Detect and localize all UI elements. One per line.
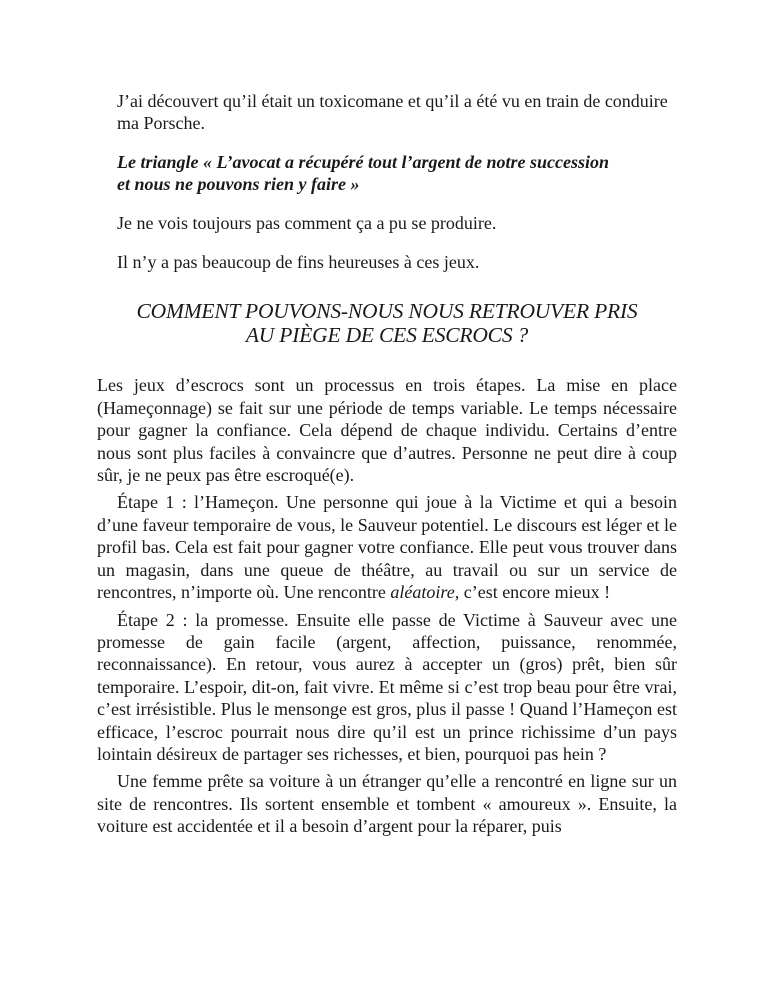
- body-paragraph-2-text-a: Étape 1 : l’Hameçon. Une personne qui joue à la Victime et qui a besoin d’une faveur temporaire de vous, le Sauveur potentiel. Le discours est léger et le profil bas. Cela est fait pour gagner votre confiance. Elle peut vous trouver dans un magasin, dans une queue de théâtre, au travail ou sur un service de rencontres, n’importe où. Une rencontre: [97, 492, 677, 603]
- document-page: [97, 90, 677, 843]
- triangle-subheading-line-2: et nous ne pouvons rien y faire »: [117, 174, 360, 195]
- body-paragraph-4: Une femme prête sa voiture à un étranger qu’elle a rencontré en ligne sur un site de rencontres. Ils sortent ensemble et tombent « amoureux ». Ensuite, la voiture est accidentée et il a besoin d’argent pour la réparer, puis: [97, 771, 677, 837]
- follow-up-line-1: Je ne vois toujours pas comment ça a pu se produire.: [117, 212, 497, 233]
- follow-up-line-2: Il n’y a pas beaucoup de fins heureuses à ces jeux.: [117, 252, 480, 273]
- section-heading-line-1: COMMENT POUVONS-NOUS NOUS RETROUVER PRIS: [136, 299, 638, 324]
- body-paragraph-2-text-b: , c’est encore mieux !: [454, 582, 611, 603]
- intro-paragraph: J’ai découvert qu’il était un toxicomane et qu’il a été vu en train de conduire ma Porsche.: [117, 91, 668, 134]
- triangle-subheading: [97, 151, 677, 196]
- body-paragraph-3: Étape 2 : la promesse. Ensuite elle passe de Victime à Sauveur avec une promesse de gain facile (argent, affection, puissance, renommée, reconnaissance). En retour, vous aurez à accepter un (gros) prêt, bien sûr temporaire. L’espoir, dit-on, fait vivre. Et même si c’est trop beau pour être vrai, c’est irrésistible. Plus le mensonge est gros, plus il passe ! Quand l’Hameçon est efficace, l’escroc pourrait nous dire qu’il est un prince richissime d’un pays lointain désireux de partager ses richesses, et bien, pourquoi pas hein ?: [97, 609, 677, 764]
- body-paragraph-2-italic: aléatoire: [390, 582, 455, 603]
- body-paragraph-2: [97, 491, 677, 603]
- section-heading: [97, 299, 677, 347]
- section-heading-line-2: AU PIÈGE DE CES ESCROCS ?: [245, 323, 529, 348]
- triangle-subheading-line-1: Le triangle « L’avocat a récupéré tout l’argent de notre succession: [117, 151, 609, 172]
- body-paragraph-1: Les jeux d’escrocs sont un processus en trois étapes. La mise en place (Hameçonnage) se fait sur une période de temps variable. Le temps nécessaire pour gagner la confiance. Cela dépend de chaque individu. Certains d’entre nous sont plus faciles à convaincre que d’autres. Personne ne peut dire à coup sûr, je ne peux pas être escroqué(e).: [97, 375, 677, 486]
